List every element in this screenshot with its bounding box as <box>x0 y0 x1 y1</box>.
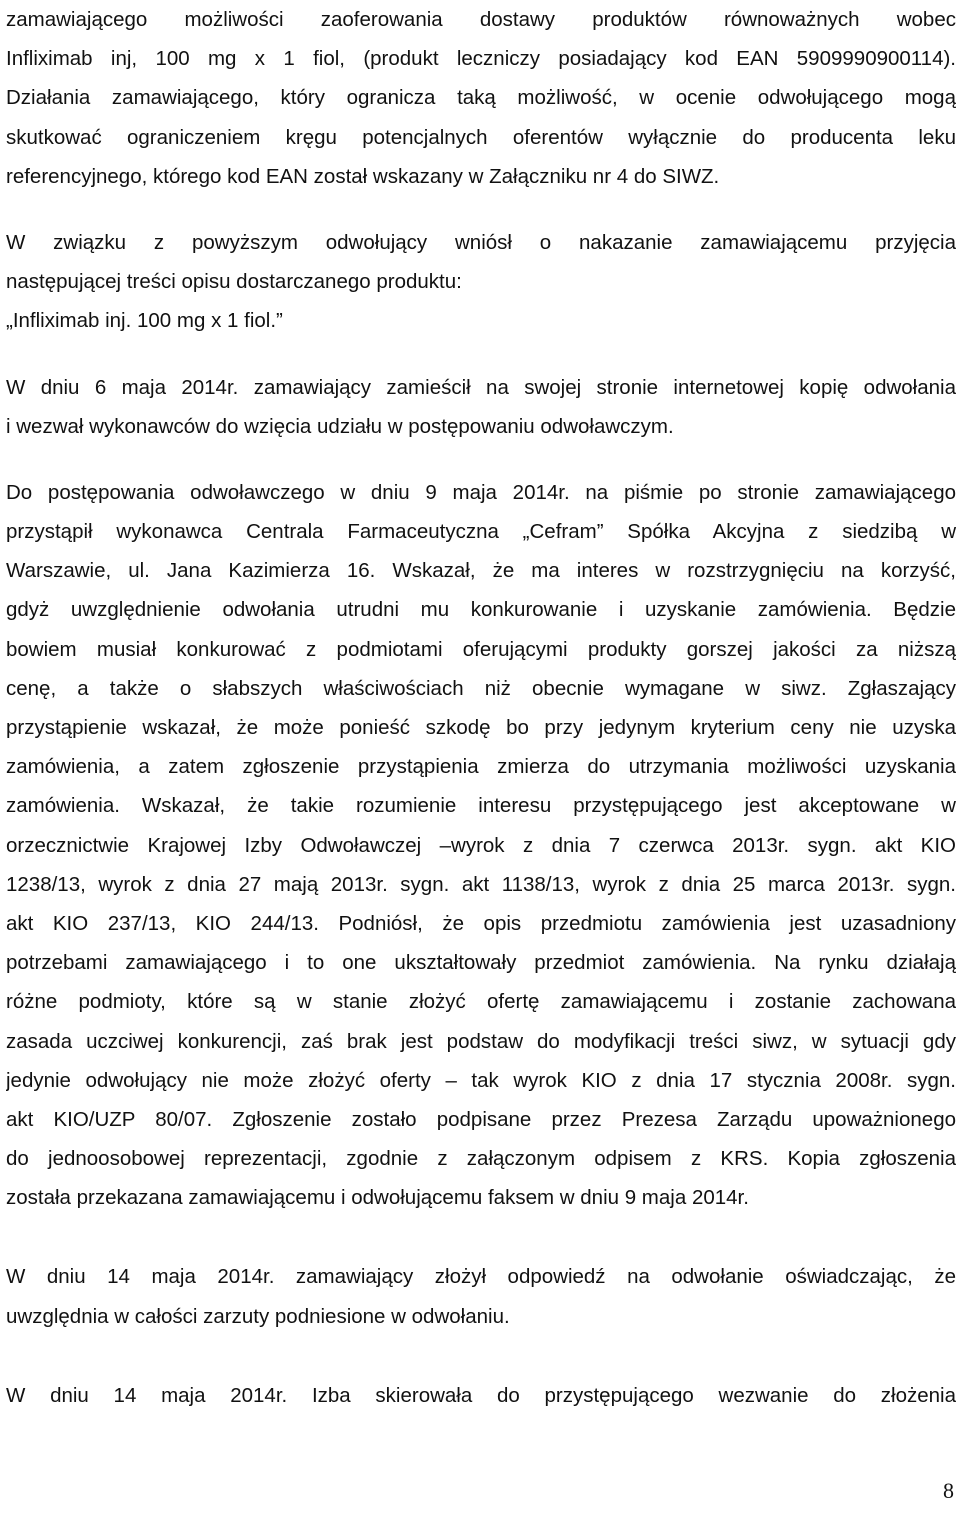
text-line: „Infliximab inj. 100 mg x 1 fiol.” <box>6 309 283 333</box>
page-number: 8 <box>943 1478 954 1503</box>
paragraph-3 <box>6 368 956 446</box>
paragraph-spacer <box>6 341 956 368</box>
text-line: akt KIO/UZP 80/07. Zgłoszenie zostało podpisane przez Prezesa Zarządu upoważnionego <box>6 1107 956 1131</box>
text-line: przystąpienie wskazał, że może ponieść szkodę bo przy jedynym kryterium ceny nie uzyska <box>6 716 956 739</box>
text-line: zamówienia. Wskazał, że takie rozumienie interesu przystępującego jest akceptowane w <box>6 794 956 818</box>
paragraph-6 <box>6 1376 956 1415</box>
paragraph-2 <box>6 223 956 341</box>
paragraph-4 <box>6 473 956 1218</box>
paragraph-spacer <box>6 1336 956 1376</box>
text-line: Do postępowania odwoławczego w dniu 9 maja 2014r. na piśmie po stronie zamawiającego <box>6 480 956 504</box>
text-line: W dniu 14 maja 2014r. zamawiający złożył odpowiedź na odwołanie oświadczając, że <box>6 1265 956 1289</box>
text-line: W dniu 14 maja 2014r. Izba skierowała do przystępującego wezwanie do złożenia <box>6 1383 956 1407</box>
text-line: skutkować ograniczeniem kręgu potencjalnych oferentów wyłącznie do producenta leku <box>6 125 956 149</box>
text-line: zamówienia, a zatem zgłoszenie przystąpienia zmierza do utrzymania możliwości uzyskania <box>6 755 956 779</box>
text-line: 1238/13, wyrok z dnia 27 mają 2013r. sygn. akt 1138/13, wyrok z dnia 25 marca 2013r. sygn. <box>6 872 956 896</box>
paragraph-1 <box>6 0 956 196</box>
text-line: W związku z powyższym odwołujący wniósł o nakazanie zamawiającemu przyjęcia <box>6 230 956 254</box>
text-line: różne podmioty, które są w stanie złożyć ofertę zamawiającemu i zostanie zachowana <box>6 990 956 1014</box>
text-line: referencyjnego, którego kod EAN został wskazany w Załączniku nr 4 do SIWZ. <box>6 164 720 188</box>
paragraph-5 <box>6 1257 956 1335</box>
paragraph-spacer <box>6 446 956 473</box>
text-line: następującej treści opisu dostarczanego produktu: <box>6 270 462 294</box>
text-line: Warszawie, ul. Jana Kazimierza 16. Wskazał, że ma interes w rozstrzygnięciu na korzyść, <box>6 559 956 583</box>
text-line: akt KIO 237/13, KIO 244/13. Podniósł, że opis przedmiotu zamówienia jest uzasadniony <box>6 911 956 935</box>
text-line: orzecznictwie Krajowej Izby Odwoławczej –wyrok z dnia 7 czerwca 2013r. sygn. akt KIO <box>6 833 956 857</box>
text-line: do jednoosobowej reprezentacji, zgodnie z załączonym odpisem z KRS. Kopia zgłoszenia <box>6 1147 956 1171</box>
text-line: została przekazana zamawiającemu i odwołującemu faksem w dniu 9 maja 2014r. <box>6 1186 749 1210</box>
text-line: cenę, a także o słabszych właściwościach niż obecnie wymagane w siwz. Zgłaszający <box>6 676 956 700</box>
text-line: potrzebami zamawiającego i to one ukształtowały przedmiot zamówienia. Na rynku działają <box>6 951 956 975</box>
text-line: uwzględnia w całości zarzuty podniesione w odwołaniu. <box>6 1304 510 1328</box>
paragraph-spacer <box>6 196 956 223</box>
text-line: zasada uczciwej konkurencji, zaś brak jest podstaw do modyfikacji treści siwz, w sytuacji gdy <box>6 1029 956 1053</box>
text-line: Infliximab inj, 100 mg x 1 fiol, (produkt leczniczy posiadający kod EAN 5909990900114). <box>6 47 956 71</box>
text-line: jedynie odwołujący nie może złożyć oferty – tak wyrok KIO z dnia 17 stycznia 2008r. sygn. <box>6 1068 956 1092</box>
text-line: i wezwał wykonawców do wzięcia udziału w postępowaniu odwoławczym. <box>6 414 674 438</box>
paragraph-spacer <box>6 1217 956 1257</box>
text-line: zamawiającego możliwości zaoferowania dostawy produktów równoważnych wobec <box>6 8 956 31</box>
text-line: gdyż uwzględnienie odwołania utrudni mu konkurowanie i uzyskanie zamówienia. Będzie <box>6 598 956 622</box>
text-line: Działania zamawiającego, który ogranicza taką możliwość, w ocenie odwołującego mogą <box>6 86 956 110</box>
text-line: bowiem musiał konkurować z podmiotami oferującymi produkty gorszej jakości za niższą <box>6 637 956 661</box>
text-line: W dniu 6 maja 2014r. zamawiający zamieścił na swojej stronie internetowej kopię odwołania <box>6 375 956 399</box>
document-page <box>6 0 956 1415</box>
text-line: przystąpił wykonawca Centrala Farmaceutyczna „Cefram” Spółka Akcyjna z siedzibą w <box>6 520 956 544</box>
